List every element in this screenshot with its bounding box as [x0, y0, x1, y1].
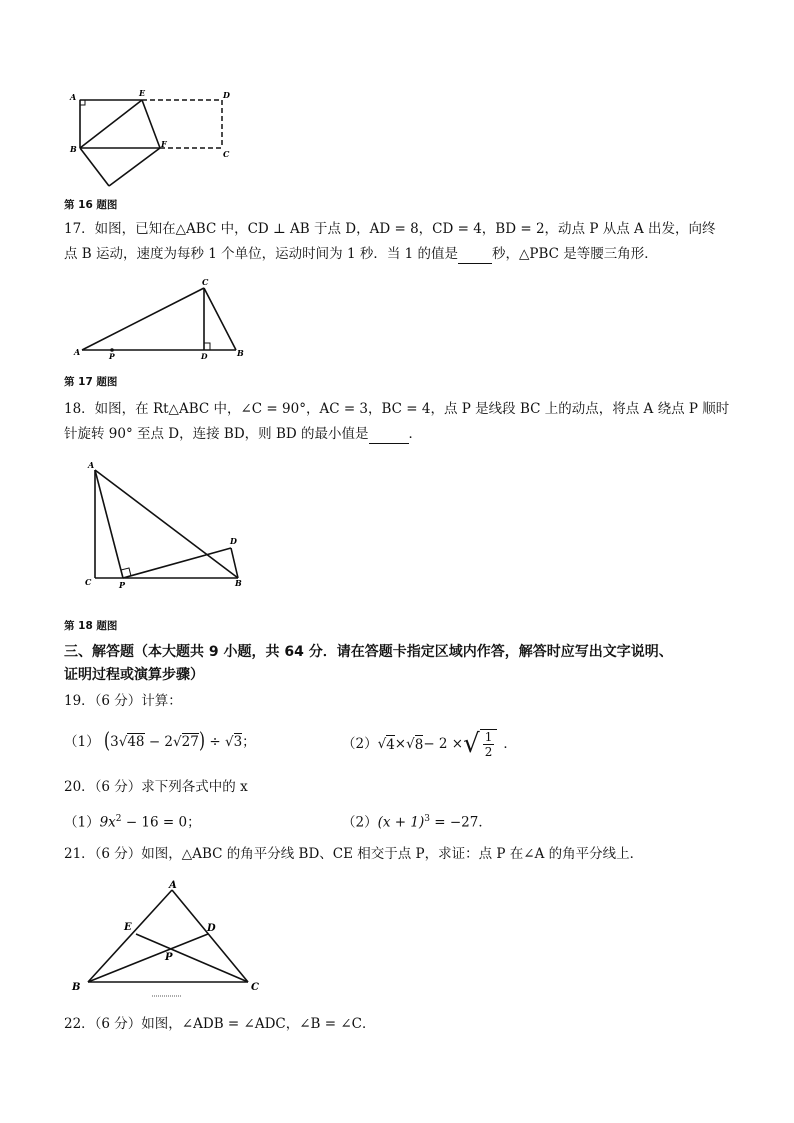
q17-line2	[64, 245, 658, 264]
q19-radicand-2: 27	[181, 734, 199, 750]
q17-line2-start: 点 B 运动，速度为每秒 1 个单位，运动时间为 1 秒．当 1 的值是	[64, 246, 459, 262]
q19-radicand-5: 8	[414, 736, 424, 753]
q17-line1: 17．如图，已知在△ABC 中，CD ⊥ AB 于点 D，AD = 8，CD = 4，BD = 2，动点 P 从点 A 出发，向终	[64, 221, 716, 237]
q20-p1-term: 9x	[99, 814, 116, 831]
q19-part1-label: （1）	[64, 734, 100, 750]
fig21-label-e: E	[124, 922, 132, 933]
figure-18	[80, 458, 260, 592]
fig16-label-b: B	[70, 144, 77, 154]
figure-16-caption: 第 16 题图	[64, 199, 118, 211]
fig21-label-c: C	[251, 982, 259, 993]
q20-p1-exponent: 2	[115, 814, 122, 824]
q19-part2-label: （2）	[342, 736, 378, 752]
q20-p2-exponent: 3	[424, 814, 430, 824]
q19-fraction-denominator: 2	[484, 745, 493, 759]
q20-p1-rest: − 16 = 0；	[121, 814, 201, 831]
q19-sqrt-sign-5: √	[406, 736, 415, 752]
fig18-label-a: A	[88, 460, 95, 470]
q19-p2-end: ．	[503, 736, 517, 752]
fig21-label-d: D	[207, 923, 216, 934]
fig17-label-a: A	[74, 347, 81, 357]
q18-line2-end: ．	[408, 426, 422, 442]
fig16-label-f: F	[161, 139, 167, 149]
fig16-label-c: C	[223, 149, 230, 159]
fig17-label-c: C	[202, 278, 209, 287]
q19-p1-div: ÷	[205, 734, 225, 750]
q19-part1	[64, 727, 256, 754]
q19-sqrt-sign-6: √	[463, 729, 480, 759]
fig21-label-a: A	[169, 880, 177, 891]
figure-17	[64, 278, 254, 362]
q18-line1: 18．如图，在 Rt△ABC 中，∠C = 90°，AC = 3，BC = 4，点 P 是线段 BC 上的动点，将点 A 绕点 P 顺时	[64, 401, 730, 417]
q19-p1-end: ；	[242, 734, 256, 750]
q19-sqrt-sign-4: √	[377, 736, 387, 752]
q18-line2	[64, 425, 422, 444]
q20-title: 20．（6 分）求下列各式中的 x	[64, 779, 248, 795]
fig18-label-d: D	[230, 536, 237, 546]
section-3-heading-line2: 证明过程或演算步骤）	[64, 667, 204, 683]
q19-fraction-numerator: 1	[484, 730, 493, 744]
q17-answer-blank	[458, 245, 492, 264]
q17-line2-end: 秒，△PBC 是等腰三角形．	[492, 246, 658, 262]
q20-p2-term: (x + 1)	[377, 814, 425, 831]
q19-radicand-3: 3	[233, 734, 243, 750]
q18-answer-blank	[369, 425, 409, 444]
fig18-label-p: P	[119, 580, 126, 590]
q21-text: 21．（6 分）如图，△ABC 的角平分线 BD、CE 相交于点 P，求证：点 P 在∠A 的角平分线上．	[64, 846, 644, 862]
fig16-label-e: E	[139, 88, 146, 98]
q18-line2-start: 针旋转 90° 至点 D，连接 BD，则 BD 的最小值是	[64, 426, 369, 442]
q19-sqrt-sign-2: √	[173, 734, 182, 750]
q19-p2-times: ×	[394, 736, 407, 752]
q19-radicand-4: 4	[386, 736, 395, 753]
q19-left-paren: (	[103, 727, 111, 754]
figure-18-caption: 第 18 题图	[64, 620, 118, 632]
q19-radicand-1: 48	[127, 734, 145, 750]
q19-part2	[342, 724, 517, 764]
q19-p2-minus: − 2 ×	[423, 736, 464, 752]
section-3-heading-line1: 三、解答题（本大题共 9 小题，共 64 分．请在答题卡指定区域内作答，解答时应写出文字说明、	[64, 644, 673, 660]
q19-title: 19．（6 分）计算：	[64, 693, 182, 709]
fig21-label-p: P	[165, 952, 173, 963]
q19-sqrt-sign-1: √	[118, 734, 128, 750]
q19-p1-minus: − 2	[144, 734, 174, 750]
q20-part1-label: （1）	[64, 814, 100, 831]
fig17-label-p: P	[109, 352, 115, 361]
fig17-label-d: D	[201, 352, 208, 361]
q20-part2-label: （2）	[342, 814, 378, 831]
q19-right-paren: )	[198, 727, 206, 754]
q20-p2-rest: = −27．	[429, 814, 492, 831]
q20-part2	[342, 810, 492, 832]
figure-17-caption: 第 17 题图	[64, 376, 118, 388]
fig18-label-c: C	[85, 577, 92, 587]
fig18-label-b: B	[235, 578, 242, 588]
fig17-label-b: B	[237, 348, 244, 358]
q22-text: 22．（6 分）如图，∠ADB = ∠ADC，∠B = ∠C．	[64, 1016, 376, 1032]
figure-16	[64, 88, 244, 193]
q20-part1	[64, 810, 201, 832]
fig16-label-d: D	[223, 90, 230, 100]
fig21-label-b: B	[72, 982, 81, 993]
q19-p1-coef: 3	[110, 734, 119, 750]
figure-21	[64, 876, 274, 1001]
fig16-label-a: A	[70, 92, 77, 102]
q19-sqrt-sign-3: √	[224, 734, 234, 750]
q19-fraction	[480, 729, 498, 759]
